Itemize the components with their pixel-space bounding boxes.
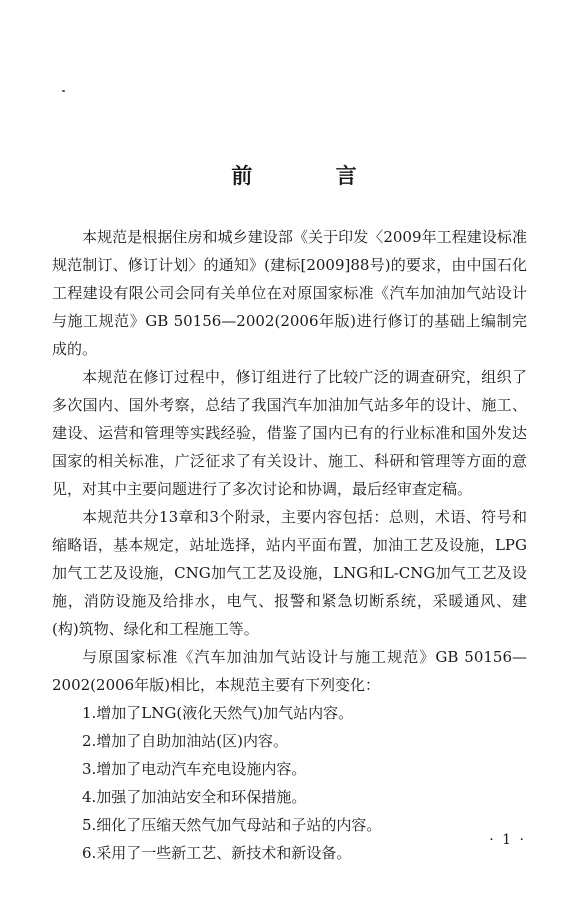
- paragraph-2: 本规范在修订过程中，修订组进行了比较广泛的调查研究，组织了多次国内、国外考察，总结了我国汽车加油加气站多年的设计、施工、建设、运营和管理等实践经验，借鉴了国内已有的行业标准和国外发达国家的相关标准，广泛征求了有关设计、施工、科研和管理等方面的意见，对其中主要问题进行了多次讨论和协调，最后经审查定稿。: [52, 368, 527, 498]
- list-item: 4.加强了加油站安全和环保措施。: [82, 788, 307, 806]
- preface-body: [52, 223, 527, 867]
- list-item: 6.采用了一些新工艺、新技术和新设备。: [82, 844, 352, 862]
- page-number: · 1 ·: [489, 832, 526, 848]
- paragraph-1: 本规范是根据住房和城乡建设部《关于印发〈2009年工程建设标准规范制订、修订计划〉的通知》(建标[2009]88号)的要求，由中国石化工程建设有限公司会同有关单位在对原国家标准《汽车加油加气站设计与施工规范》GB 50156—2002(2006年版)进行修订的基础上编制完成的。: [52, 228, 527, 358]
- list-item: 2.增加了自助加油站(区)内容。: [82, 732, 289, 750]
- scan-speck: [62, 90, 65, 92]
- list-item: 3.增加了电动汽车充电设施内容。: [82, 760, 307, 778]
- page-title: 前 言: [231, 164, 395, 189]
- paragraph-4: 与原国家标准《汽车加油加气站设计与施工规范》GB 50156—2002(2006年版)相比，本规范主要有下列变化：: [52, 648, 527, 694]
- paragraph-3: 本规范共分13章和3个附录，主要内容包括：总则，术语、符号和缩略语，基本规定，站址选择，站内平面布置，加油工艺及设施，LPG加气工艺及设施，CNG加气工艺及设施，LNG和L-CNG加气工艺及设施，消防设施及给排水，电气、报警和紧急切断系统，采暖通风、建(构)筑物、绿化和工程施工等。: [52, 508, 527, 638]
- list-item: 5.细化了压缩天然气加气母站和子站的内容。: [82, 816, 382, 834]
- changes-list: [52, 699, 527, 867]
- list-item: 1.增加了LNG(液化天然气)加气站内容。: [82, 704, 354, 722]
